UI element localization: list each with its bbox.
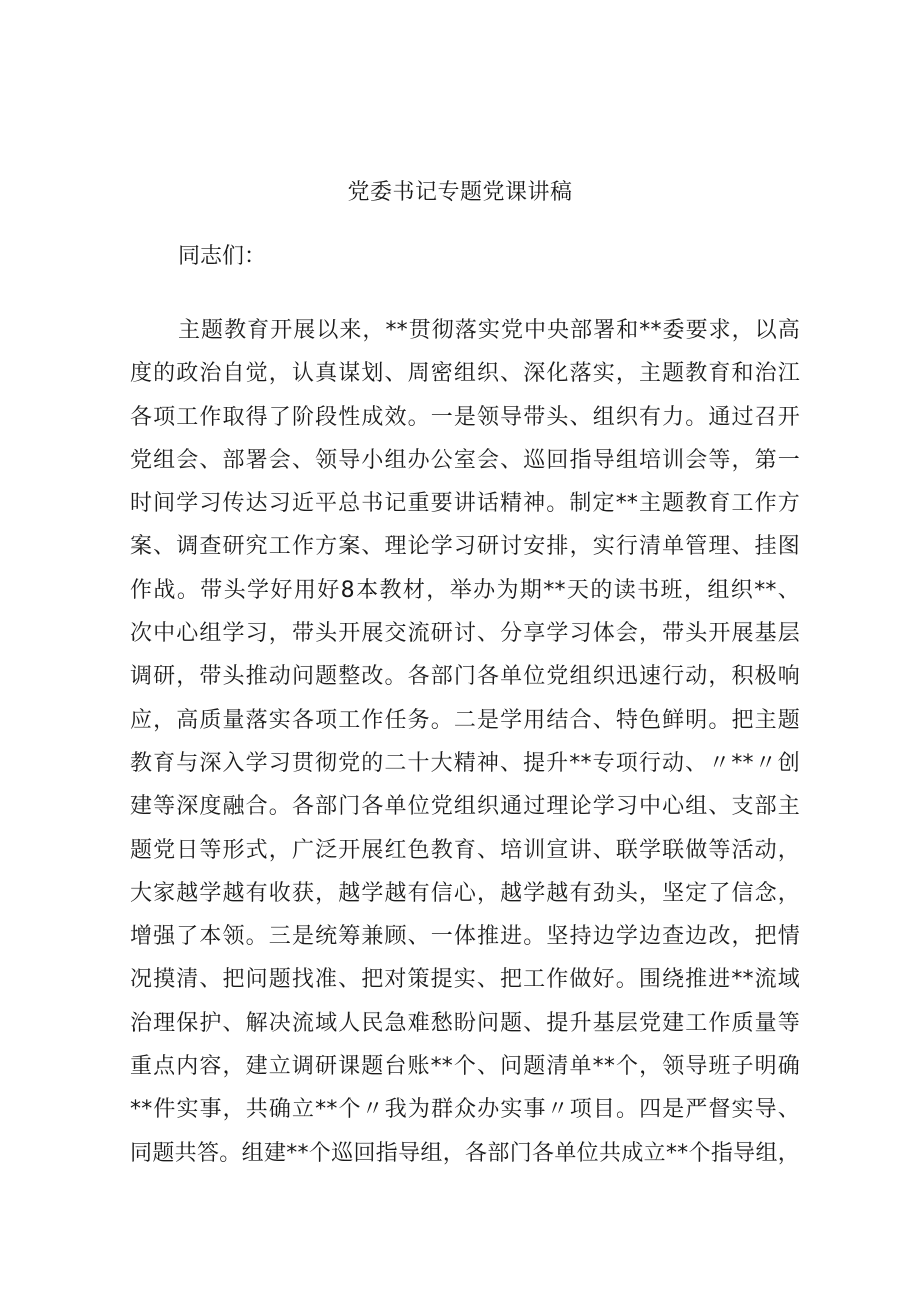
- body-line: **件实事，共确立**个〃我为群众办实事〃项目。四是严督实导、: [130, 1097, 800, 1123]
- body-line: 增强了本领。三是统筹兼顾、一体推进。坚持边学边查边改，把情: [130, 924, 800, 950]
- body-line: 作战。带头学好用好8本教材，举办为期**天的读书班，组织**、: [130, 577, 800, 603]
- body-line: 党组会、部署会、领导小组办公室会、巡回指导组培训会等，第一: [130, 447, 800, 473]
- body-line: 次中心组学习，带头开展交流研讨、分享学习体会，带头开展基层: [130, 621, 800, 647]
- body-line: 案、调查研究工作方案、理论学习研讨安排，实行清单管理、挂图: [130, 534, 800, 560]
- body-line: 大家越学越有收获，越学越有信心，越学越有劲头，坚定了信念，: [130, 880, 800, 906]
- body-line: 建等深度融合。各部门各单位党组织通过理论学习中心组、支部主: [130, 794, 800, 820]
- body-text: [130, 316, 800, 1182]
- body-line: 题党日等形式，广泛开展红色教育、培训宣讲、联学联做等活动，: [130, 837, 800, 863]
- body-line: 各项工作取得了阶段性成效。一是领导带头、组织有力。通过召开: [130, 404, 800, 430]
- body-line: 度的政治自觉，认真谋划、周密组织、深化落实，主题教育和治江: [130, 361, 800, 387]
- body-line: 应，高质量落实各项工作任务。二是学用结合、特色鲜明。把主题: [130, 707, 800, 733]
- body-line: 主题教育开展以来，**贯彻落实党中央部署和**委要求，以高: [178, 318, 800, 343]
- salutation: 同志们：: [178, 244, 267, 269]
- body-line: 教育与深入学习贯彻党的二十大精神、提升**专项行动、〃**〃创: [130, 750, 800, 776]
- body-line: 治理保护、解决流域人民急难愁盼问题、提升基层党建工作质量等: [130, 1010, 800, 1036]
- body-line: 况摸清、把问题找准、把对策提实、把工作做好。围绕推进**流域: [130, 967, 800, 993]
- body-line: 调研，带头推动问题整改。各部门各单位党组织迅速行动，积极响: [130, 664, 800, 690]
- body-line: 时间学习传达习近平总书记重要讲话精神。制定**主题教育工作方: [130, 491, 800, 517]
- document-title: 党委书记专题党课讲稿: [347, 180, 573, 205]
- body-line: 同题共答。组建**个巡回指导组，各部门各单位共成立**个指导组，: [130, 1140, 800, 1166]
- body-line: 重点内容，建立调研课题台账**个、问题清单**个，领导班子明确: [130, 1054, 800, 1080]
